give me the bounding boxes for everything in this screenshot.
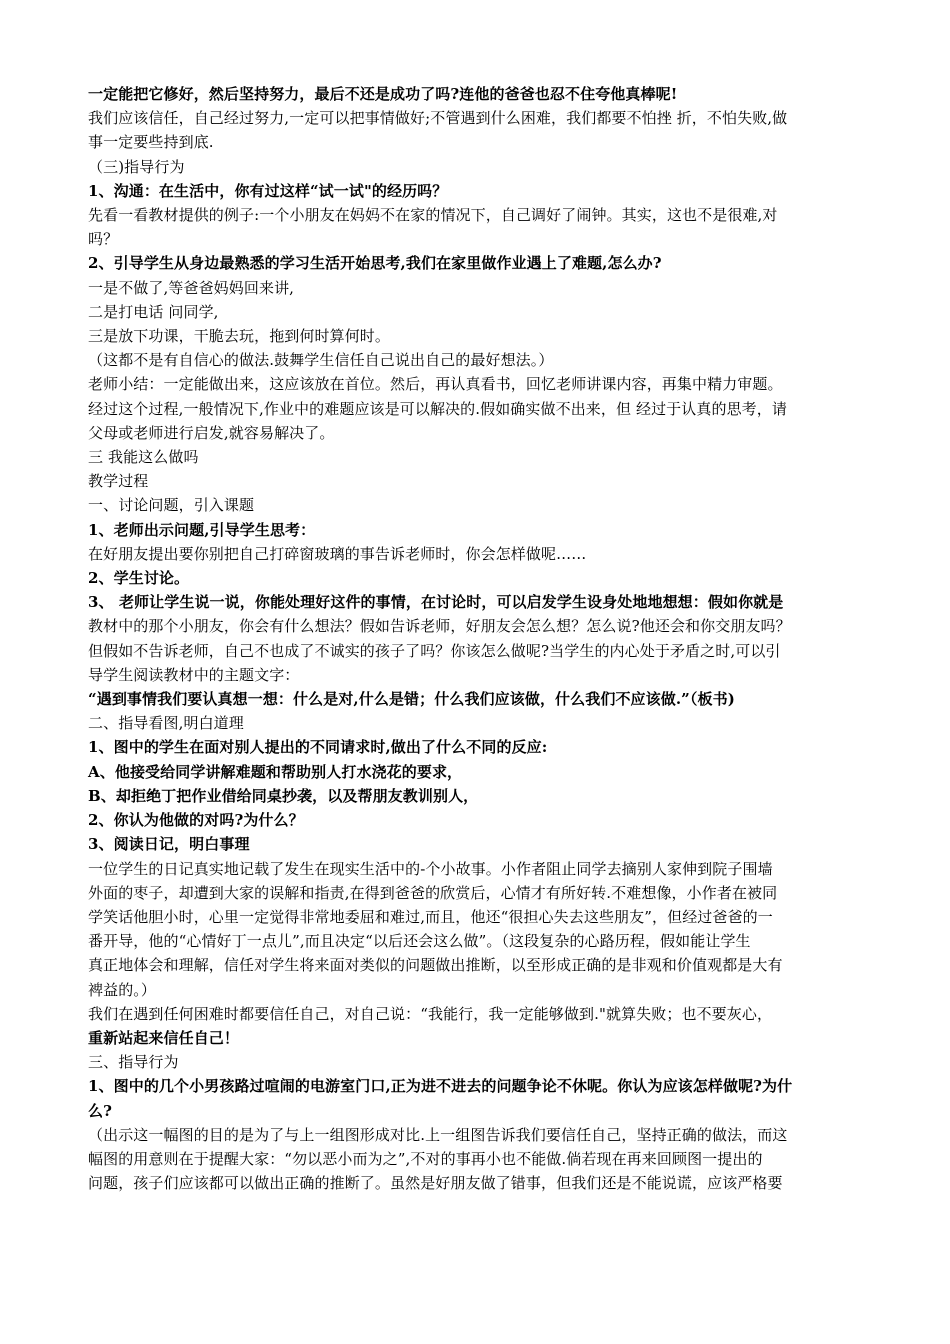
text-line: 问题，孩子们应该都可以做出正确的推断了。虽然是好朋友做了错事，但我们还是不能说谎，应该严格要 (88, 1174, 783, 1193)
text-line: 2、你认为他做的对吗?为什么？ (88, 811, 304, 830)
text-line: 一定能把它修好，然后坚持努力，最后不还是成功了吗?连他的爸爸也忍不住夸他真棒呢! (88, 85, 678, 103)
text-line: 导学生阅读教材中的主题文字： (88, 665, 300, 684)
text-line: 裨益的。） (88, 980, 157, 999)
text-line: 重新站起来信任自己！ (88, 1028, 240, 1047)
text-line: 1、图中的几个小男孩路过喧闹的电游室门口,正为进不进去的问题争论不休呢。你认为应该怎样做呢?为什 (88, 1077, 793, 1096)
text-line: 3、 老师让学生说一说，你能处理好这件的事情，在讨论时，可以启发学生设身处地地想想：假如你就是 (88, 593, 784, 612)
text-line: 父母或老师进行启发,就容易解决了。 (88, 423, 335, 442)
text-line: （这都不是有自信心的做法.鼓舞学生信任自己说出自己的最好想法。） (88, 351, 554, 370)
text-line: 二、指导看图,明白道理 (88, 714, 244, 733)
text-line: 一是不做了,等爸爸妈妈回来讲, (88, 278, 295, 297)
text-line: 一位学生的日记真实地记载了发生在现实生活中的-个小故事。小作者阻止同学去摘别人家伸到院子围墙 (88, 859, 773, 878)
text-line: 外面的枣子，却遭到大家的误解和指责,在得到爸爸的欣赏后，心情才有所好转.不难想像，小作者在被同 (88, 883, 778, 902)
text-line: 老师小结：一定能做出来，这应该放在首位。然后，再认真看书，回忆老师讲课内容，再集中精力审题。 (88, 375, 783, 394)
text-line: 么? (88, 1101, 112, 1120)
document-body (88, 82, 868, 1195)
text-line: A、他接受给同学讲解难题和帮助别人打水浇花的要求， (88, 762, 463, 781)
text-line: 1、图中的学生在面对别人提出的不同请求时,做出了什么不同的反应: (88, 738, 548, 757)
text-line: 先看一看教材提供的例子:一个小朋友在妈妈不在家的情况下，自己调好了闹钟。其实，这也不是很难,对 (88, 206, 778, 225)
text-line: 事一定要些持到底. (88, 133, 214, 152)
text-line: 在好朋友提出要你别把自己打碎窗玻璃的事告诉老师时，你会怎样做呢…… (88, 544, 587, 563)
text-line: 1、沟通：在生活中，你有过这样“试一试"的经历吗？ (88, 181, 448, 200)
text-line: 2、引导学生从身边最熟悉的学习生活开始思考,我们在家里做作业遇上了难题,怎么办? (88, 254, 662, 273)
text-line: 教材中的那个小朋友，你会有什么想法？假如告诉老师，好朋友会怎么想？怎么说?他还会和你交朋友吗？ (88, 617, 791, 636)
text-line: 二是打电话 问同学, (88, 302, 219, 321)
text-line: 我们应该信任，自己经过努力,一定可以把事情做好;不管遇到什么困难，我们都要不怕挫 折，不怕失败,做 (88, 109, 788, 128)
text-line: （出示这一幅图的目的是为了与上一组图形成对比.上一组图告诉我们要信任自己，坚持正确的做法，而这 (88, 1125, 788, 1144)
text-line: 吗？ (88, 230, 119, 249)
text-line: （三)指导行为 (88, 157, 185, 176)
text-line: 3、阅读日记，明白事理 (88, 835, 250, 854)
text-line: 三、指导行为 (88, 1053, 179, 1072)
text-line: 学笑话他胆小时，心里一定觉得非常地委屈和难过,而且，他还“很担心失去这些朋友”，但经过爸爸的一 (88, 907, 773, 926)
text-line: 但假如不告诉老师，自己不也成了不诚实的孩子了吗？你该怎么做呢?当学生的内心处于矛盾之时,可以引 (88, 641, 781, 660)
text-line: 1、老师出示问题,引导学生思考： (88, 520, 316, 539)
text-line: 番开导，他的“心情好丁一点儿”,而且决定“以后还会这么做”。（这段复杂的心路历程，假如能让学生 (88, 932, 751, 951)
text-line: 真正地体会和理解，信任对学生将来面对类似的问题做出推断，以至形成正确的是非观和价值观都是大有 (88, 956, 783, 975)
text-line: 我们在遇到任何困难时都要信任自己，对自己说：“我能行，我一定能够做到."就算失败；也不要灰心， (88, 1004, 773, 1023)
text-line: 三是放下功课，干脆去玩，拖到何时算何时。 (88, 327, 391, 346)
text-line: 教学过程 (88, 472, 149, 491)
text-line: 幅图的用意则在于提醒大家：“勿以恶小而为之”,不对的事再小也不能做.倘若现在再来回顾图一提出的 (88, 1149, 763, 1168)
text-line: B、却拒绝丁把作业借给同桌抄袭，以及帮朋友教训别人， (88, 786, 479, 805)
text-line: “遇到事情我们要认真想一想：什么是对,什么是错；什么我们应该做，什么我们不应该做.”（板书) (88, 690, 735, 709)
text-line: 经过这个过程,一般情况下,作业中的难题应该是可以解决的.假如确实做不出来，但 经过于认真的思考，请 (88, 399, 787, 418)
text-line: 三 我能这么做吗 (88, 448, 199, 467)
text-line: 一、讨论问题，引入课题 (88, 496, 255, 515)
text-line: 2、学生讨论。 (88, 569, 190, 588)
